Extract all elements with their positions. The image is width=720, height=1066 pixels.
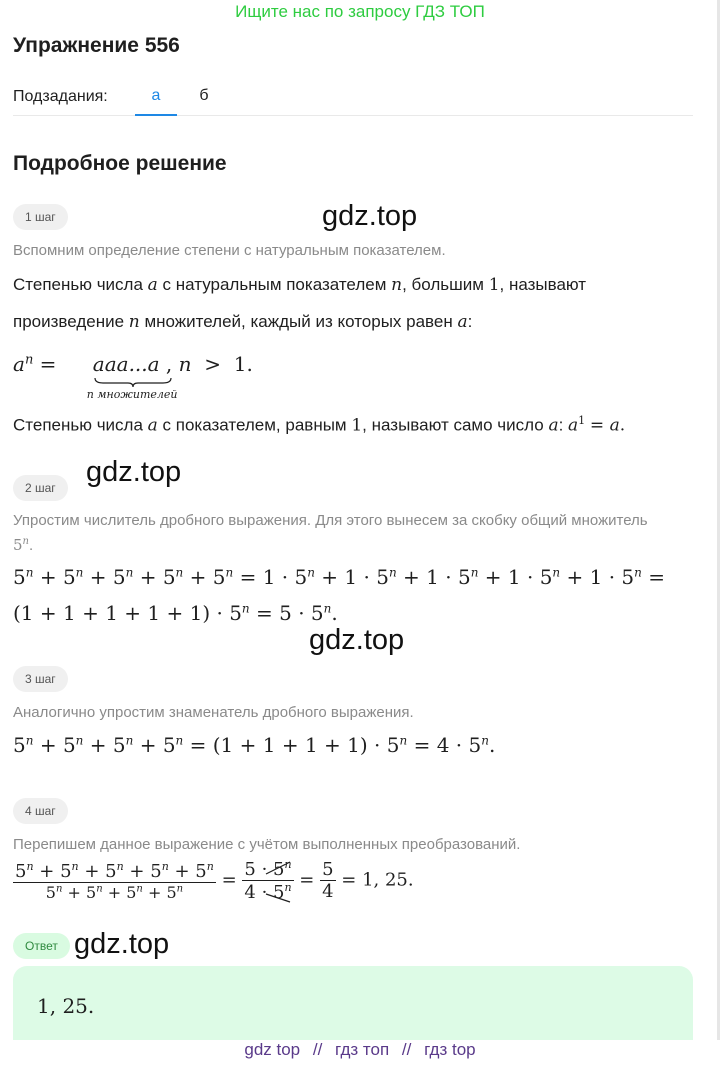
watermark: gdz.top bbox=[86, 456, 182, 488]
step-hint: Перепишем данное выражение с учётом выполненных преобразований. bbox=[13, 836, 521, 853]
step-hint: Упростим числитель дробного выражения. Для этого вынесем за скобку общий множитель 5$^n$. bbox=[13, 512, 648, 554]
promo-banner: Ищите нас по запросу ГДЗ ТОП bbox=[235, 2, 485, 21]
tab-subtask-a[interactable]: а bbox=[135, 80, 177, 116]
page-title: Упражнение 556 bbox=[13, 34, 180, 57]
step-hint: Аналогично упростим знаменатель дробного выражения. bbox=[13, 704, 414, 721]
footer-separator: // bbox=[312, 1040, 323, 1059]
numerator-simplification-2: $(1 + 1 + 1 + 1 + 1) \cdot 5^n = 5 \cdot 5^n$. bbox=[13, 601, 338, 625]
power-definition-formula: $a^n = aaa...a$ n множителей , n > 1. bbox=[13, 352, 253, 401]
numerator-simplification-1: $5^n + 5^n + 5^n + 5^n + 5^n = 1 \cdot 5^n + 1 \cdot 5^n + 1 \cdot 5^n + 1 \cdot 5^n + 1 \cdot 5^n$ = bbox=[13, 565, 666, 589]
step-badge: 1 шаг bbox=[13, 204, 68, 230]
underbrace bbox=[93, 377, 173, 387]
answer-badge: Ответ bbox=[13, 933, 70, 959]
final-fraction-expression: $\frac{5^n + 5^n + 5^n + 5^n + 5^n}{5^n + 5^n + 5^n + 5^n}$ = $\frac{5 \cdot 5^n}{4 \cdot 5^n}$ = $\frac{5}{4}$ = 1, 25. bbox=[15, 858, 414, 903]
footer-link[interactable]: гдз топ bbox=[335, 1040, 390, 1059]
subtasks-label: Подзадания: bbox=[13, 88, 108, 105]
definition-line-3: Степенью числа a с показателем, равным 1, называют само число a: $a^1 = a$. bbox=[13, 414, 626, 436]
definition-line-2: произведение n множителей, каждый из которых равен a: bbox=[13, 312, 473, 332]
step-badge: 4 шаг bbox=[13, 798, 68, 824]
step-badge: 2 шаг bbox=[13, 475, 68, 501]
footer-link[interactable]: гдз top bbox=[424, 1040, 476, 1059]
cancel-strike bbox=[264, 860, 294, 902]
answer-box bbox=[13, 966, 693, 1040]
answer-value: 1, 25. bbox=[37, 994, 95, 1018]
footer-separator: // bbox=[401, 1040, 412, 1059]
step-hint: Вспомним определение степени с натуральным показателем. bbox=[13, 242, 446, 259]
denominator-simplification: $5^n + 5^n + 5^n + 5^n = (1 + 1 + 1 + 1) \cdot 5^n = 4 \cdot 5^n$. bbox=[13, 733, 496, 757]
tab-subtask-b[interactable]: б bbox=[199, 87, 209, 104]
watermark: gdz.top bbox=[309, 624, 405, 656]
brace-label: n множителей bbox=[86, 388, 178, 401]
watermark: gdz.top bbox=[74, 928, 170, 960]
footer-link[interactable]: gdz top bbox=[244, 1040, 301, 1059]
footer-links bbox=[0, 1040, 720, 1060]
solution-heading: Подробное решение bbox=[13, 152, 227, 175]
definition-line-1: Степенью числа a с натуральным показателем n, большим 1, называют bbox=[13, 275, 587, 295]
subtasks-bar bbox=[13, 80, 693, 116]
watermark: gdz.top bbox=[322, 200, 418, 232]
step-badge: 3 шаг bbox=[13, 666, 68, 692]
